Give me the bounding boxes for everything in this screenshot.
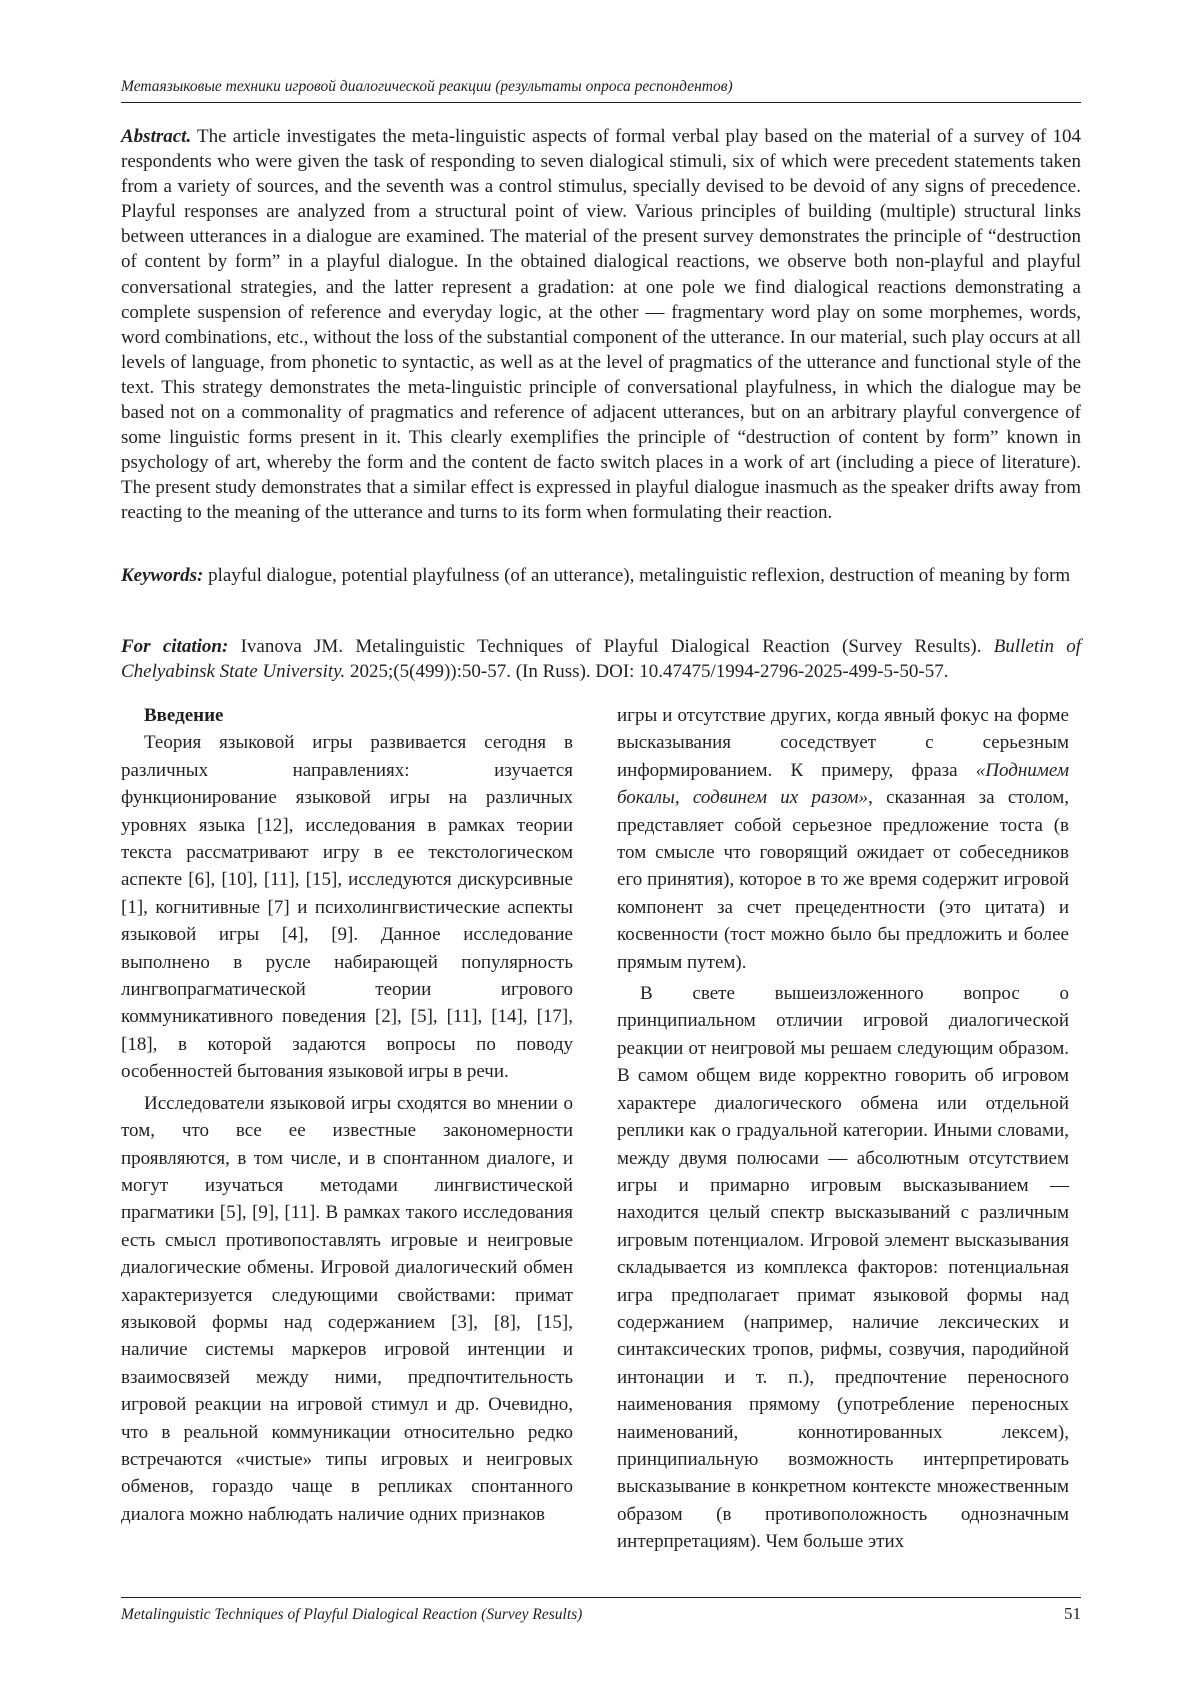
section-title: Введение <box>144 705 224 726</box>
left-column <box>121 702 573 1528</box>
keywords <box>121 563 1081 588</box>
paragraph-text: игры и отсутствие других, когда явный фокус на форме высказывания соседствует с серьезным информированием. К примеру, фраза <box>617 705 1069 781</box>
paragraph-text: , сказанная за столом, представляет собой серьезное предложение тоста (в том смысле что говорящий ожидает от собеседников его принятия), которое в то же время содержит игровой компонент за счет прецедентности (это цитата) и косвенности (тост можно было бы предложить и более прямым путем). <box>617 787 1069 973</box>
keywords-text: playful dialogue, potential playfulness (of an utterance), metalinguistic reflexion, destruction of meaning by form <box>203 565 1071 586</box>
footer-rule <box>121 1597 1081 1598</box>
paragraph: Теория языковой игры развивается сегодня в различных направлениях: изучается функционирование языковой игры на различных уровнях языка [12], исследования в рамках теории текста рассматривают игру в ее текстологическом аспекте [6], [10], [11], [15], исследуются дискурсивные [1], когнитивные [7] и психолингвистические аспекты языковой игры [4], [9]. Данное исследование выполнено в русле набирающей популярность лингвопрагматической теории игрового коммуникативного поведения [2], [5], [11], [14], [17], [18], в которой задаются вопросы по поводу особенностей бытования языковой игры в речи. <box>121 732 573 1083</box>
citation-text-before: Ivanova JM. Metalinguistic Techniques of Playful Dialogical Reaction (Survey Results). <box>228 636 994 657</box>
paragraph: В свете вышеизложенного вопрос о принципиальном отличии игровой диалогической реакции от неигровой мы решаем следующим образом. В самом общем виде корректно говорить об игровом характере диалогического обмена или отдельной реплики как о градуальной категории. Иными словами, между двумя полюсами — абсолютным отсутствием игры и примарно игровым высказыванием — находится целый спектр высказываний с различным игровым потенциалом. Игровой элемент высказывания складывается из комплекса факторов: потенциальная игра предполагает примат языковой формы над содержанием (например, наличие лексических и синтаксических тропов, рифмы, созвучия, пародийной интонации и т. п.), предпочтение переносного наименования прямому (употребление переносных наименований, коннотированных лексем), принципиальную возможность интерпретировать высказывание в конкретном контексте множественным образом (в противоположность однозначным интерпретациям). Чем больше этих <box>617 983 1069 1553</box>
citation <box>121 634 1081 684</box>
abstract-text: The article investigates the meta-linguistic aspects of formal verbal play based on the material of a survey of 104 respondents who were given the task of responding to seven dialogical stimuli, six of which were precedent statements taken from a variety of sources, and the seventh was a control stimulus, specially devised to be devoid of any signs of precedence. Playful responses are analyzed from a structural point of view. Various principles of building (multiple) structural links between utterances in a dialogue are examined. The material of the present survey demonstrates the principle of “destruction of content by form” in a playful dialogue. In the obtained dialogical reactions, we observe both non-playful and playful conversational strategies, and the latter represent a gradation: at one pole we find dialogical reactions demonstrating a complete suspension of reference and everyday logic, at the other — fragmentary word play on some morphemes, words, word combinations, etc., without the loss of the substantial component of the utterance. In our material, such play occurs at all levels of language, from phonetic to syntactic, as well as at the level of pragmatics of the utterance and functional style of the text. This strategy demonstrates the meta-linguistic principle of conversational playfulness, in which the dialogue may be based not on a commonality of pragmatics and reference of adjacent utterances, but on an arbitrary playful convergence of some linguistic forms present in it. This clearly exemplifies the principle of “destruction of content by form” known in psychology of art, whereby the form and the content de facto switch places in a work of art (including a piece of literature). The present study demonstrates that a similar effect is expressed in playful dialogue inasmuch as the speaker drifts away from reacting to the meaning of the utterance and turns to its form when formulating their reaction. <box>121 126 1081 524</box>
paragraph-continued <box>617 702 1069 976</box>
right-column <box>617 702 1069 1556</box>
paragraph: Исследователи языковой игры сходятся во мнении о том, что все ее известные закономерности проявляются, в том числе, и в спонтанном диалоге, и могут изучаться методами лингвистической прагматики [5], [9], [11]. В рамках такого исследования есть смысл противопоставлять игровые и неигровые диалогические обмены. Игровой диалогический обмен характеризуется следующими свойствами: примат языковой формы над содержанием [3], [8], [15], наличие системы маркеров игровой интенции и взаимосвязей между ними, предпочтительность игровой реакции на игровой стимул и др. Очевидно, что в реальной коммуникации относительно редко встречаются «чистые» типы игровых и неигровых обменов, гораздо чаще в репликах спонтанного диалога можно наблюдать наличие одних признаков <box>121 1092 573 1525</box>
keywords-label: Keywords: <box>121 565 204 586</box>
toast-quote: «Поднимем бокалы, содвинем их разом» <box>617 759 1069 809</box>
citation-label: For citation: <box>121 636 229 657</box>
citation-journal: Bulletin of Chelyabinsk State University. <box>121 636 1082 683</box>
abstract-label: Abstract. <box>121 126 192 147</box>
abstract <box>121 124 1081 526</box>
running-head: Метаязыковые техники игровой диалогической реакции (результаты опроса респондентов) <box>121 78 1081 103</box>
page-number: 51 <box>1064 1604 1081 1623</box>
running-foot: Metalinguistic Techniques of Playful Dialogical Reaction (Survey Results) <box>121 1606 583 1623</box>
citation-text-after: 2025;(5(499)):50-57. (In Russ). DOI: 10.47475/1994-2796-2025-499-5-50-57. <box>345 661 949 683</box>
